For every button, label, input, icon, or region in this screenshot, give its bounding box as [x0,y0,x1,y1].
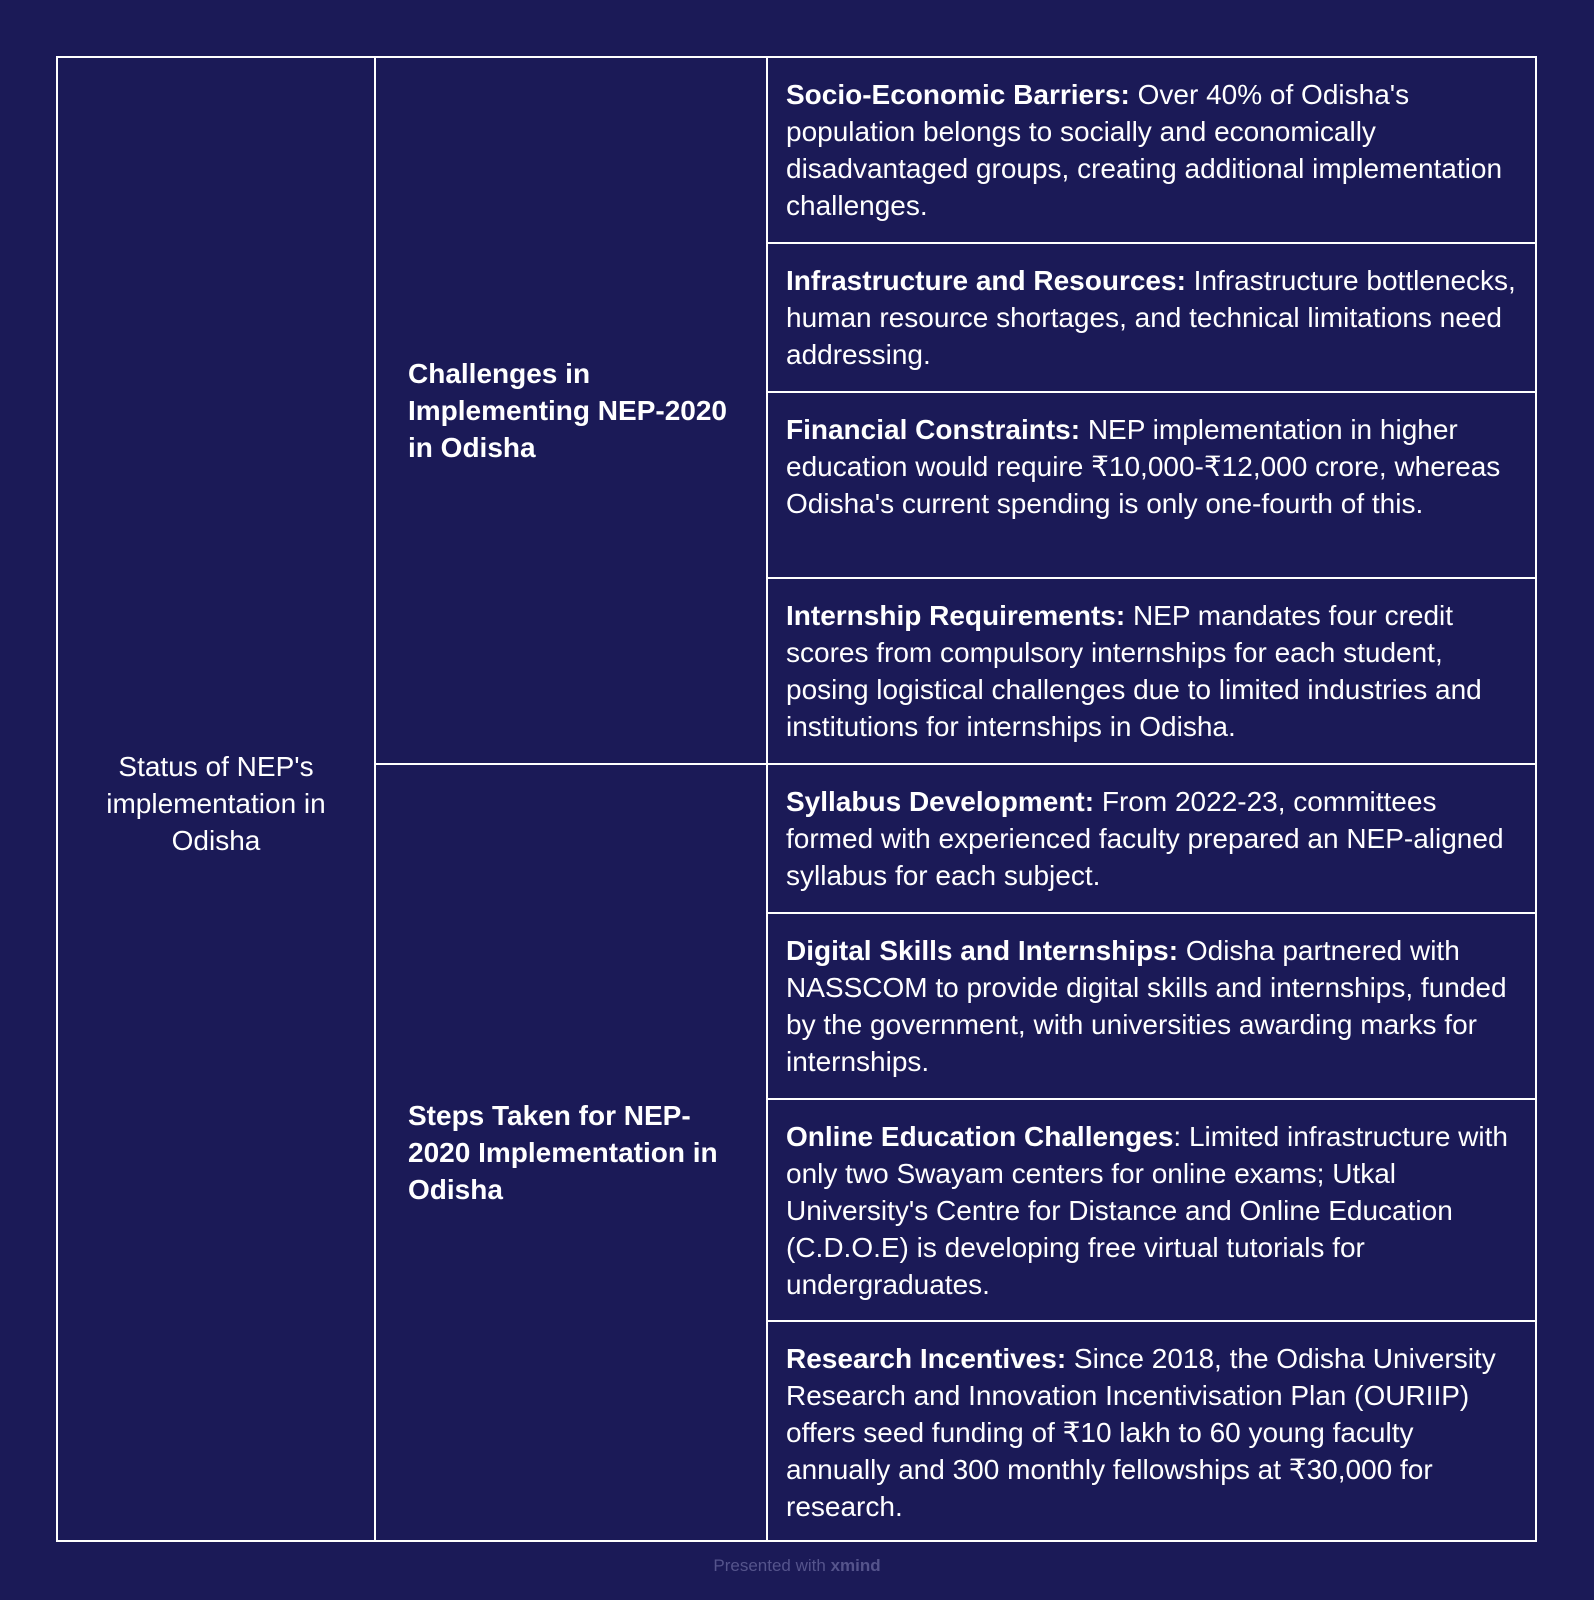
leaf-title: Infrastructure and Resources: [786,265,1186,296]
leaf-title: Online Education Challenges [786,1121,1174,1152]
leaf-text: : Limited infrastructure with only two Swayam centers for online exams; Utkal University's Centre for Distance and Online Education (C.D.O.E) is developing free virtual tutorials for undergraduates. [786,1121,1508,1300]
branch-challenges-cell [376,58,768,763]
leaf-syllabus-development [768,765,1535,914]
leaf-infrastructure-and-resources [768,244,1535,393]
leaf-text: NEP mandates four credit scores from compulsory internships for each student, posing logistical challenges due to limited industries and institutions for internships in Odisha. [786,600,1482,742]
leaf-text: Over 40% of Odisha's population belongs to socially and economically disadvantaged groups, creating additional implementation challenges. [786,79,1503,221]
leaf-title: Digital Skills and Internships: [786,935,1179,966]
leaf-title: Internship Requirements: [786,600,1126,631]
branch-challenges-label: Challenges in Implementing NEP-2020 in Odisha [408,358,727,463]
leaf-financial-constraints [768,393,1535,579]
leaf-text: From 2022-23, committees formed with experienced faculty prepared an NEP-aligned syllabus for each subject. [786,786,1504,891]
leaf-text: NEP implementation in higher education would require ₹10,000-₹12,000 crore, whereas Odisha's current spending is only one-fourth of this. [786,414,1501,519]
mind-map-table [56,56,1537,1542]
challenges-leaves [768,58,1535,763]
leaf-research-incentives [768,1322,1535,1540]
leaf-text: Odisha partnered with NASSCOM to provide digital skills and internships, funded by the government, with universities awarding marks for internships. [786,935,1507,1077]
footer-prefix: Presented with [713,1556,831,1575]
branches-column [376,58,1535,1540]
leaf-title: Research Incentives: [786,1343,1067,1374]
branch-challenges [376,58,1535,765]
root-topic-cell [58,58,376,1540]
leaf-title: Syllabus Development: [786,786,1095,817]
root-topic-label: Status of NEP's implementation in Odisha [106,750,326,856]
footer-attribution [0,1556,1594,1576]
leaf-title: Socio-Economic Barriers: [786,79,1130,110]
leaf-socio-economic-barriers [768,58,1535,244]
leaf-text: Infrastructure bottlenecks, human resource shortages, and technical limitations need addressing. [786,265,1516,370]
leaf-online-education-challenges [768,1100,1535,1322]
branch-steps-label: Steps Taken for NEP-2020 Implementation in Odisha [408,1100,718,1205]
leaf-text: Since 2018, the Odisha University Research and Innovation Incentivisation Plan (OURIIP) offers seed funding of ₹10 lakh to 60 young faculty annually and 300 monthly fellowships at ₹30,000 for research. [786,1343,1496,1522]
leaf-title: Financial Constraints: [786,414,1081,445]
leaf-internship-requirements [768,579,1535,763]
branch-steps-cell [376,765,768,1540]
leaf-digital-skills-and-internships [768,914,1535,1100]
footer-brand-logo: xmind [830,1556,881,1575]
steps-leaves [768,765,1535,1540]
branch-steps [376,765,1535,1540]
